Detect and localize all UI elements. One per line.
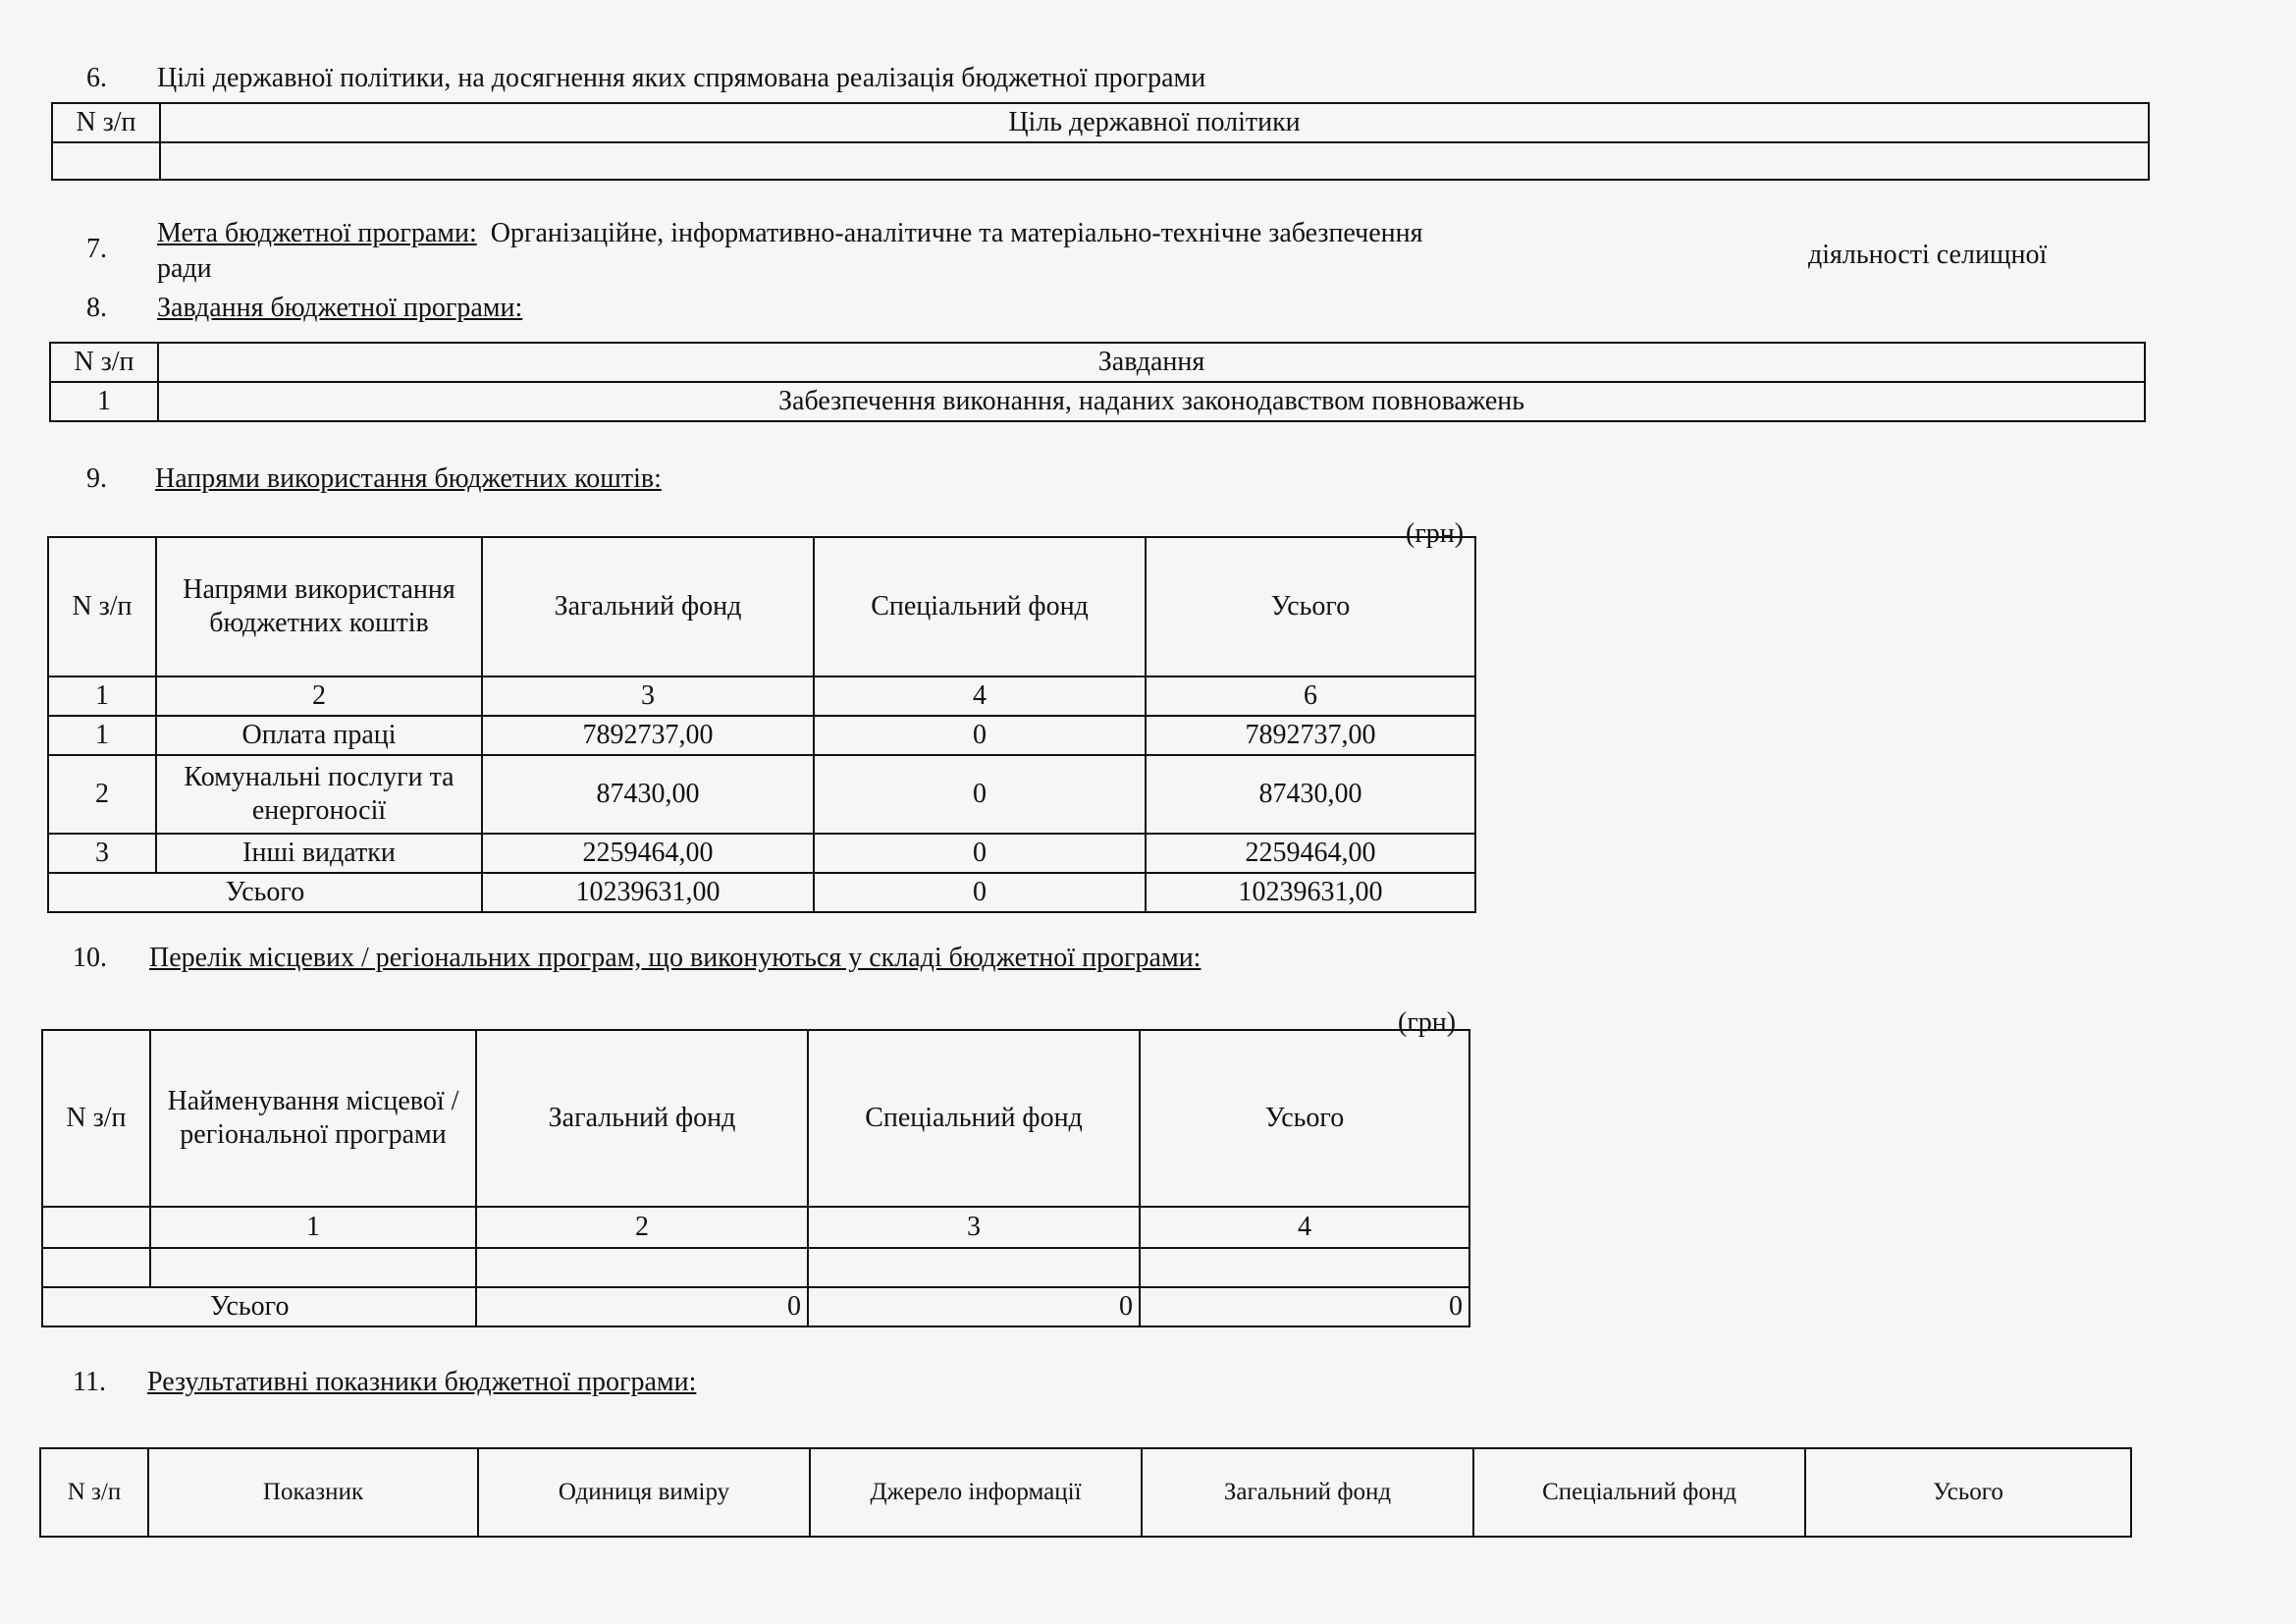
tasks-cell-num: 1: [50, 382, 158, 421]
programs-header-special: Спеціальний фонд: [808, 1030, 1140, 1207]
spending-cell: 3: [48, 834, 156, 873]
spending-cell: 1: [48, 716, 156, 755]
spending-header-directions: Напрями використання бюджетних коштів: [156, 537, 482, 677]
goals-empty-cell: [160, 142, 2149, 180]
programs-colnum: 3: [808, 1207, 1140, 1248]
indicators-header-special: Спеціальний фонд: [1473, 1448, 1805, 1537]
goals-empty-cell: [52, 142, 160, 180]
section-9-label: Напрями використання бюджетних коштів:: [155, 463, 662, 494]
spending-colnum: 4: [814, 677, 1146, 716]
indicators-header-general: Загальний фонд: [1142, 1448, 1473, 1537]
spending-total-sum: 10239631,00: [1146, 873, 1475, 912]
spending-cell: Оплата праці: [156, 716, 482, 755]
spending-header-total: Усього: [1146, 537, 1475, 677]
tasks-table: [49, 342, 2146, 422]
spending-cell: 87430,00: [482, 755, 814, 834]
programs-header-general: Загальний фонд: [476, 1030, 808, 1207]
section-9-number: 9.: [86, 463, 107, 494]
spending-total-special: 0: [814, 873, 1146, 912]
spending-cell: 2259464,00: [1146, 834, 1475, 873]
indicators-header-source: Джерело інформації: [810, 1448, 1142, 1537]
tasks-header-task: Завдання: [158, 343, 2145, 382]
spending-header-num: N з/п: [48, 537, 156, 677]
indicators-table: [39, 1447, 2132, 1538]
spending-cell: Інші видатки: [156, 834, 482, 873]
section-11-number: 11.: [73, 1367, 106, 1397]
section-7-text-end: діяльності селищної: [1808, 240, 2048, 270]
indicators-header-indicator: Показник: [148, 1448, 478, 1537]
section-9-unit: (грн): [1406, 518, 1465, 549]
programs-colnum: 1: [150, 1207, 476, 1248]
section-10-label: Перелік місцевих / регіональних програм, що виконуються у складі бюджетної програми:: [149, 943, 1201, 973]
indicators-header-total: Усього: [1805, 1448, 2131, 1537]
section-7-label: Мета бюджетної програми:: [157, 218, 477, 248]
programs-total-special: 0: [808, 1287, 1140, 1326]
spending-table: [47, 536, 1476, 913]
tasks-cell-task: Забезпечення виконання, наданих законодавством повноважень: [158, 382, 2145, 421]
indicators-header-num: N з/п: [40, 1448, 148, 1537]
spending-cell: 2259464,00: [482, 834, 814, 873]
programs-header-name: Найменування місцевої / регіональної програми: [150, 1030, 476, 1207]
programs-table: [41, 1029, 1470, 1327]
spending-header-special: Спеціальний фонд: [814, 537, 1146, 677]
spending-cell: 87430,00: [1146, 755, 1475, 834]
programs-colnum: 2: [476, 1207, 808, 1248]
section-8-label: Завдання бюджетної програми:: [157, 293, 523, 323]
table-total-row: [48, 873, 1475, 912]
spending-cell: 0: [814, 834, 1146, 873]
spending-colnum: 3: [482, 677, 814, 716]
indicators-header-unit: Одиниця виміру: [478, 1448, 810, 1537]
section-6-title: Цілі державної політики, на досягнення яких спрямована реалізація бюджетної програми: [157, 63, 1206, 93]
table-total-row: [42, 1287, 1469, 1326]
table-row: [50, 382, 2145, 421]
spending-cell: 7892737,00: [482, 716, 814, 755]
section-8-number: 8.: [86, 293, 107, 323]
section-11-label: Результативні показники бюджетної програми:: [147, 1367, 697, 1397]
programs-header-num: N з/п: [42, 1030, 150, 1207]
spending-cell: 2: [48, 755, 156, 834]
section-7-text-wrap: ради: [157, 253, 212, 284]
tasks-header-num: N з/п: [50, 343, 158, 382]
goals-header-num: N з/п: [52, 103, 160, 142]
spending-total-label: Усього: [48, 873, 482, 912]
goals-header-goal: Ціль державної політики: [160, 103, 2149, 142]
section-6-number: 6.: [86, 63, 107, 93]
programs-colnum: 4: [1140, 1207, 1469, 1248]
spending-header-general: Загальний фонд: [482, 537, 814, 677]
spending-cell: Комунальні послуги та енергоносії: [156, 755, 482, 834]
spending-cell: 7892737,00: [1146, 716, 1475, 755]
goals-table: [51, 102, 2150, 181]
programs-colnum-empty: [42, 1207, 150, 1248]
table-row: [48, 834, 1475, 873]
programs-total-label: Усього: [42, 1287, 476, 1326]
section-7-line: [157, 218, 1423, 249]
programs-header-total: Усього: [1140, 1030, 1469, 1207]
section-7-number: 7.: [86, 234, 107, 264]
spending-colnum: 2: [156, 677, 482, 716]
programs-total-general: 0: [476, 1287, 808, 1326]
spending-colnum: 6: [1146, 677, 1475, 716]
spending-total-general: 10239631,00: [482, 873, 814, 912]
table-row: [48, 716, 1475, 755]
section-10-number: 10.: [73, 943, 107, 973]
spending-colnum: 1: [48, 677, 156, 716]
spending-cell: 0: [814, 716, 1146, 755]
section-7-text: Організаційне, інформативно-аналітичне та матеріально-технічне забезпечення: [490, 218, 1423, 248]
table-row: [48, 755, 1475, 834]
spending-cell: 0: [814, 755, 1146, 834]
section-10-unit: (грн): [1398, 1007, 1457, 1038]
programs-total-sum: 0: [1140, 1287, 1469, 1326]
